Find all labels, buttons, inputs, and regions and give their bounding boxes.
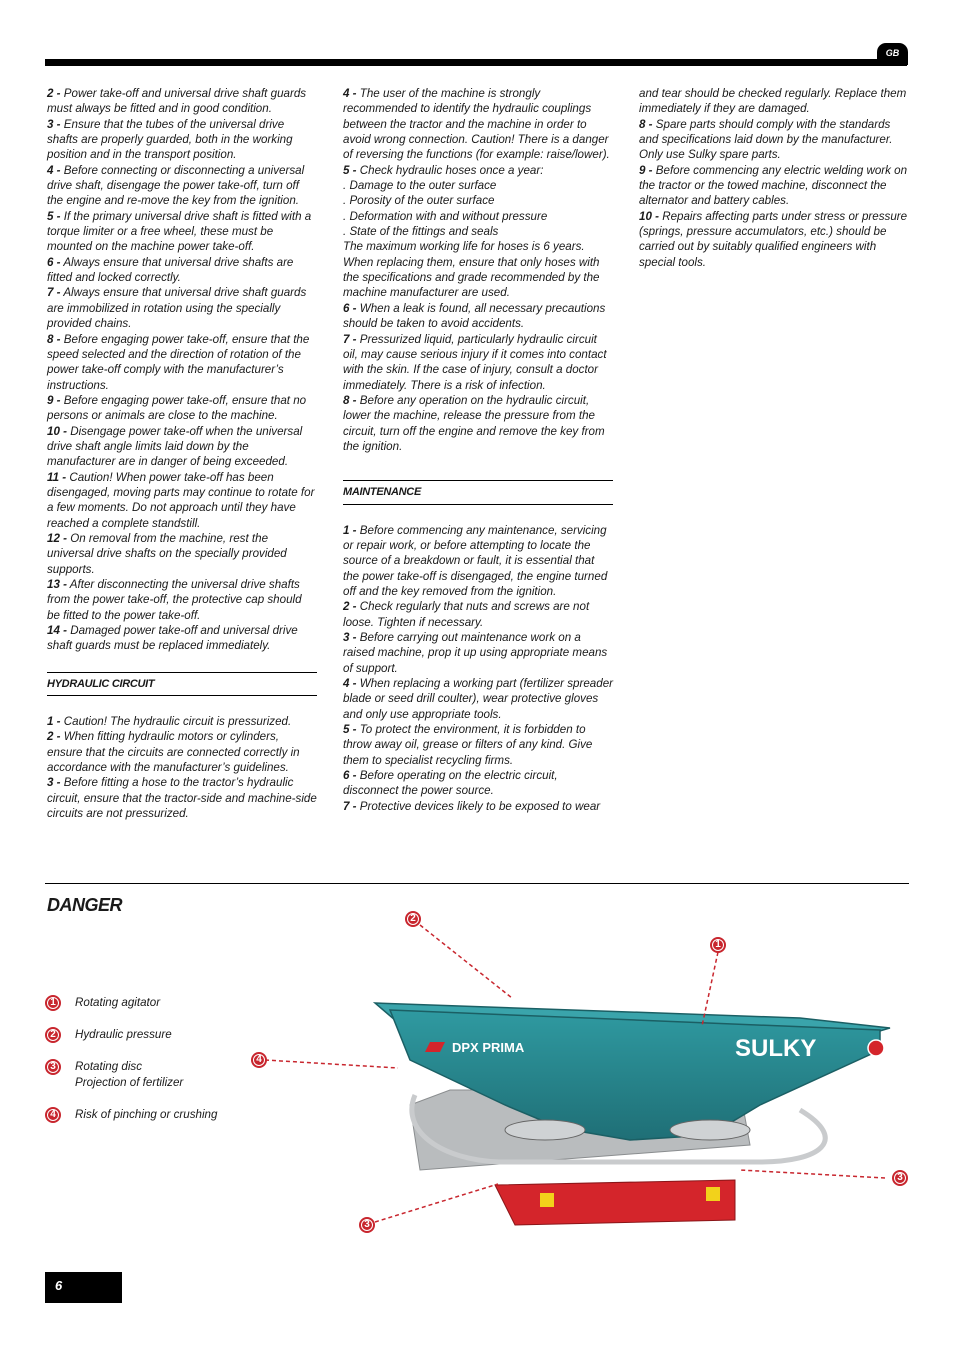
item-number: 3 - bbox=[47, 776, 61, 790]
item-text: Before carrying out maintenance work on a raised machine, prop it up using appropriate means of support. bbox=[343, 631, 608, 675]
numbered-item bbox=[47, 209, 317, 255]
numbered-item bbox=[47, 775, 317, 821]
maintenance-continuation: and tear should be checked regularly. Replace them immediately if they are damaged. bbox=[639, 87, 907, 116]
callout-badge-icon: 3 bbox=[359, 1217, 375, 1233]
page-number: 6 bbox=[45, 1272, 122, 1303]
numbered-item bbox=[47, 393, 317, 424]
legend-label: Risk of pinching or crushing bbox=[75, 1108, 218, 1121]
column-3 bbox=[639, 86, 909, 270]
numbered-item bbox=[47, 163, 317, 209]
item-number: 2 - bbox=[343, 600, 357, 614]
numbered-item bbox=[343, 630, 613, 676]
numbered-item bbox=[343, 86, 613, 163]
check-item: . Deformation with and without pressure bbox=[343, 209, 548, 223]
item-number: 3 - bbox=[47, 117, 61, 131]
item-number: 4 - bbox=[343, 87, 357, 100]
brand-emblem-icon bbox=[868, 1040, 884, 1056]
item-number: 7 - bbox=[47, 286, 61, 300]
callout-badge-icon: 2 bbox=[405, 911, 421, 927]
maintenance-heading: MAINTENANCE bbox=[343, 480, 613, 504]
item-text: Caution! When power take-off has been disengaged, moving parts may continue to rotate for a few moments. Do not approach until they have reached a complete standstill. bbox=[47, 470, 315, 530]
callout-badge-icon: 1 bbox=[710, 937, 726, 953]
item-number: 8 - bbox=[343, 393, 357, 407]
numbered-item bbox=[343, 599, 613, 630]
hydraulic-list-end bbox=[343, 301, 613, 454]
item-text: Check regularly that nuts and screws are not loose. Tighten if necessary. bbox=[343, 600, 590, 629]
item-text: Before commencing any maintenance, servicing or repair work, or before attempting to locate the source of a breakdown or fault, it is essential that the power take-off is disengaged, the engine turned off and the key removed from the ignition. bbox=[343, 523, 608, 598]
numbered-item bbox=[47, 117, 317, 163]
language-tab: GB bbox=[877, 43, 908, 65]
item-number: 7 - bbox=[343, 332, 357, 346]
callout-badge-icon: 3 bbox=[892, 1170, 908, 1186]
item-text: Pressurized liquid, particularly hydraulic circuit oil, may cause serious injury if it comes into contact with the skin. If the case of injury, consult a doctor immediately. There is a risk of infection. bbox=[343, 332, 607, 392]
item-text: Always ensure that universal drive shaft guards are immobilized in rotation using the specially provided chains. bbox=[47, 286, 307, 331]
numbered-item bbox=[343, 722, 613, 768]
hydraulic-list-continued bbox=[343, 86, 613, 178]
numbered-item bbox=[639, 117, 909, 163]
item-text: Caution! The hydraulic circuit is pressurized. bbox=[63, 715, 292, 729]
item-text: Protective devices likely to be exposed to wear bbox=[359, 799, 601, 813]
warning-sticker-icon bbox=[540, 1193, 554, 1207]
legend-label: Hydraulic pressure bbox=[75, 1028, 172, 1041]
numbered-item bbox=[47, 86, 317, 117]
item-text: Always ensure that universal drive shafts are fitted and locked correctly. bbox=[47, 255, 294, 285]
numbered-item bbox=[343, 393, 613, 454]
check-item: . State of the fittings and seals bbox=[343, 225, 499, 239]
item-text: On removal from the machine, rest the universal drive shafts on the specially provided supports. bbox=[47, 531, 287, 576]
hose-life-text: The maximum working life for hoses is 6 years. When replacing them, ensure that only hoses with the specifications and grade recommended by the machine manufacturer are used. bbox=[343, 240, 600, 300]
number-badge-icon: 2 bbox=[45, 1027, 61, 1043]
item-text: To protect the environment, it is forbidden to throw away oil, grease or filters of any kind. Give them to specialist recycling firms. bbox=[343, 723, 593, 767]
column-2 bbox=[343, 86, 613, 814]
item-text: Before connecting or disconnecting a universal drive shaft, disengage the power take-off, turn off the engine and re-move the key from the ignition. bbox=[47, 163, 305, 208]
item-text: When replacing a working part (fertilizer spreader blade or seed drill coulter), wear protective gloves and only use appropriate tools. bbox=[343, 677, 614, 721]
spinning-disc-right bbox=[670, 1120, 750, 1140]
numbered-item bbox=[47, 470, 317, 531]
number-badge-icon: 4 bbox=[45, 1107, 61, 1123]
maintenance-list bbox=[343, 523, 613, 815]
item-number: 2 - bbox=[47, 87, 61, 100]
numbered-item bbox=[343, 676, 613, 722]
item-text: Before engaging power take-off, ensure that no persons or animals are close to the machine. bbox=[47, 393, 307, 423]
numbered-item bbox=[343, 301, 613, 332]
numbered-item bbox=[343, 523, 613, 600]
item-number: 11 - bbox=[47, 470, 67, 484]
item-text: Damaged power take-off and universal drive shaft guards must be replaced immediately. bbox=[47, 624, 298, 653]
numbered-item bbox=[47, 623, 317, 654]
item-text: When fitting hydraulic motors or cylinders, ensure that the circuits are connected correctly in accordance with the manufacturer’s guidelines. bbox=[47, 730, 300, 775]
callout-badge-icon: 4 bbox=[251, 1052, 267, 1068]
maintenance-list-end bbox=[639, 117, 909, 270]
item-number: 10 - bbox=[639, 209, 659, 223]
item-text: The user of the machine is strongly recommended to identify the hydraulic couplings between the tractor and the machine in order to avoid wrong connection. Caution! There is a danger of reversing the functions (for example: raise/lower). bbox=[343, 87, 610, 162]
legend-label: Rotating disc bbox=[75, 1060, 143, 1073]
numbered-item bbox=[343, 768, 613, 799]
item-number: 6 - bbox=[343, 301, 357, 315]
item-text: Spare parts should comply with the standards and specifications laid down by the manufacturer. Only use Sulky spare parts. bbox=[639, 117, 893, 162]
item-number: 5 - bbox=[343, 723, 357, 737]
item-number: 14 - bbox=[47, 624, 67, 638]
item-text: Before engaging power take-off, ensure that the speed selected and the direction of rotation of the power take-off comply with the manufacturer’s instructions. bbox=[47, 332, 310, 392]
spinning-disc-left bbox=[505, 1120, 585, 1140]
item-number: 9 - bbox=[47, 393, 61, 407]
item-text: Before fitting a hose to the tractor’s hydraulic circuit, ensure that the tractor-side and machine-side circuits are not pressurized. bbox=[47, 776, 317, 821]
check-item: . Damage to the outer surface bbox=[343, 179, 497, 193]
item-text: Before any operation on the hydraulic circuit, lower the machine, release the pressure from the circuit, turn off the engine and remove the key from the ignition. bbox=[343, 393, 605, 453]
item-text: After disconnecting the universal drive shafts from the power take-off, the protective cap should be fitted to the power take-off. bbox=[47, 578, 302, 622]
item-number: 6 - bbox=[343, 769, 357, 783]
warning-sticker-icon bbox=[706, 1187, 720, 1201]
numbered-item bbox=[47, 424, 317, 470]
numbered-item bbox=[47, 729, 317, 775]
item-number: 8 - bbox=[47, 332, 61, 346]
numbered-item bbox=[639, 209, 909, 270]
item-text: Ensure that the tubes of the universal drive shafts are properly guarded, both in the working position and in the transport position. bbox=[47, 117, 293, 162]
item-number: 1 - bbox=[343, 523, 357, 537]
numbered-item bbox=[639, 163, 909, 209]
item-text: When a leak is found, all necessary precautions should be taken to avoid accidents. bbox=[343, 301, 606, 331]
section-divider bbox=[45, 883, 909, 884]
item-number: 1 - bbox=[47, 715, 61, 729]
fertilizer-spreader-illustration bbox=[240, 900, 920, 1250]
column-1 bbox=[47, 86, 317, 821]
hydraulic-circuit-heading: HYDRAULIC CIRCUIT bbox=[47, 672, 317, 696]
item-number: 3 - bbox=[343, 631, 357, 644]
numbered-item bbox=[47, 285, 317, 331]
item-number: 13 - bbox=[47, 578, 67, 591]
item-number: 10 - bbox=[47, 424, 67, 438]
check-item: . Porosity of the outer surface bbox=[343, 194, 495, 208]
number-badge-icon: 3 bbox=[45, 1059, 61, 1075]
item-number: 2 - bbox=[47, 730, 61, 744]
item-number: 6 - bbox=[47, 255, 61, 269]
numbered-item bbox=[47, 255, 317, 286]
item-number: 7 - bbox=[343, 799, 357, 813]
pto-safety-list bbox=[47, 86, 317, 654]
item-text: Check hydraulic hoses once a year: bbox=[359, 163, 544, 177]
item-number: 12 - bbox=[47, 531, 67, 545]
numbered-item bbox=[47, 714, 317, 729]
item-text: Before commencing any electric welding work on the tractor or the towed machine, disconnect the alternator and battery cables. bbox=[639, 163, 908, 208]
item-number: 4 - bbox=[47, 163, 61, 177]
numbered-item bbox=[343, 163, 613, 178]
top-rule bbox=[45, 59, 907, 66]
legend-label: Rotating agitator bbox=[75, 996, 161, 1009]
numbered-item bbox=[47, 332, 317, 393]
hydraulic-list bbox=[47, 714, 317, 821]
item-number: 8 - bbox=[639, 117, 653, 131]
number-badge-icon: 1 bbox=[45, 995, 61, 1011]
item-number: 5 - bbox=[343, 163, 357, 177]
numbered-item bbox=[47, 531, 317, 577]
item-text: Disengage power take-off when the universal drive shaft angle limits laid down by the manufacturer are in danger of being exceeded. bbox=[47, 424, 303, 469]
brand-label: SULKY bbox=[735, 1035, 817, 1062]
item-number: 9 - bbox=[639, 163, 653, 177]
numbered-item bbox=[47, 577, 317, 623]
item-text: Before operating on the electric circuit, disconnect the power source. bbox=[343, 769, 558, 798]
item-text: Power take-off and universal drive shaft guards must always be fitted and in good condition. bbox=[47, 87, 307, 116]
hose-checks-list bbox=[343, 178, 613, 239]
item-text: Repairs affecting parts under stress or pressure (springs, pressure accumulators, etc.) should be carried out by suitably qualified engineers with special tools. bbox=[639, 209, 908, 269]
red-base-frame bbox=[495, 1180, 735, 1225]
model-label: DPX PRIMA bbox=[452, 1040, 525, 1055]
numbered-item bbox=[343, 332, 613, 393]
item-number: 5 - bbox=[47, 209, 61, 223]
item-text: If the primary universal drive shaft is fitted with a torque limiter or a free wheel, these must be mounted on the machine power take-off. bbox=[47, 209, 312, 254]
danger-title: DANGER bbox=[47, 895, 123, 915]
legend-label-line2: Projection of fertilizer bbox=[75, 1076, 184, 1089]
item-number: 4 - bbox=[343, 677, 357, 691]
numbered-item bbox=[343, 799, 613, 814]
